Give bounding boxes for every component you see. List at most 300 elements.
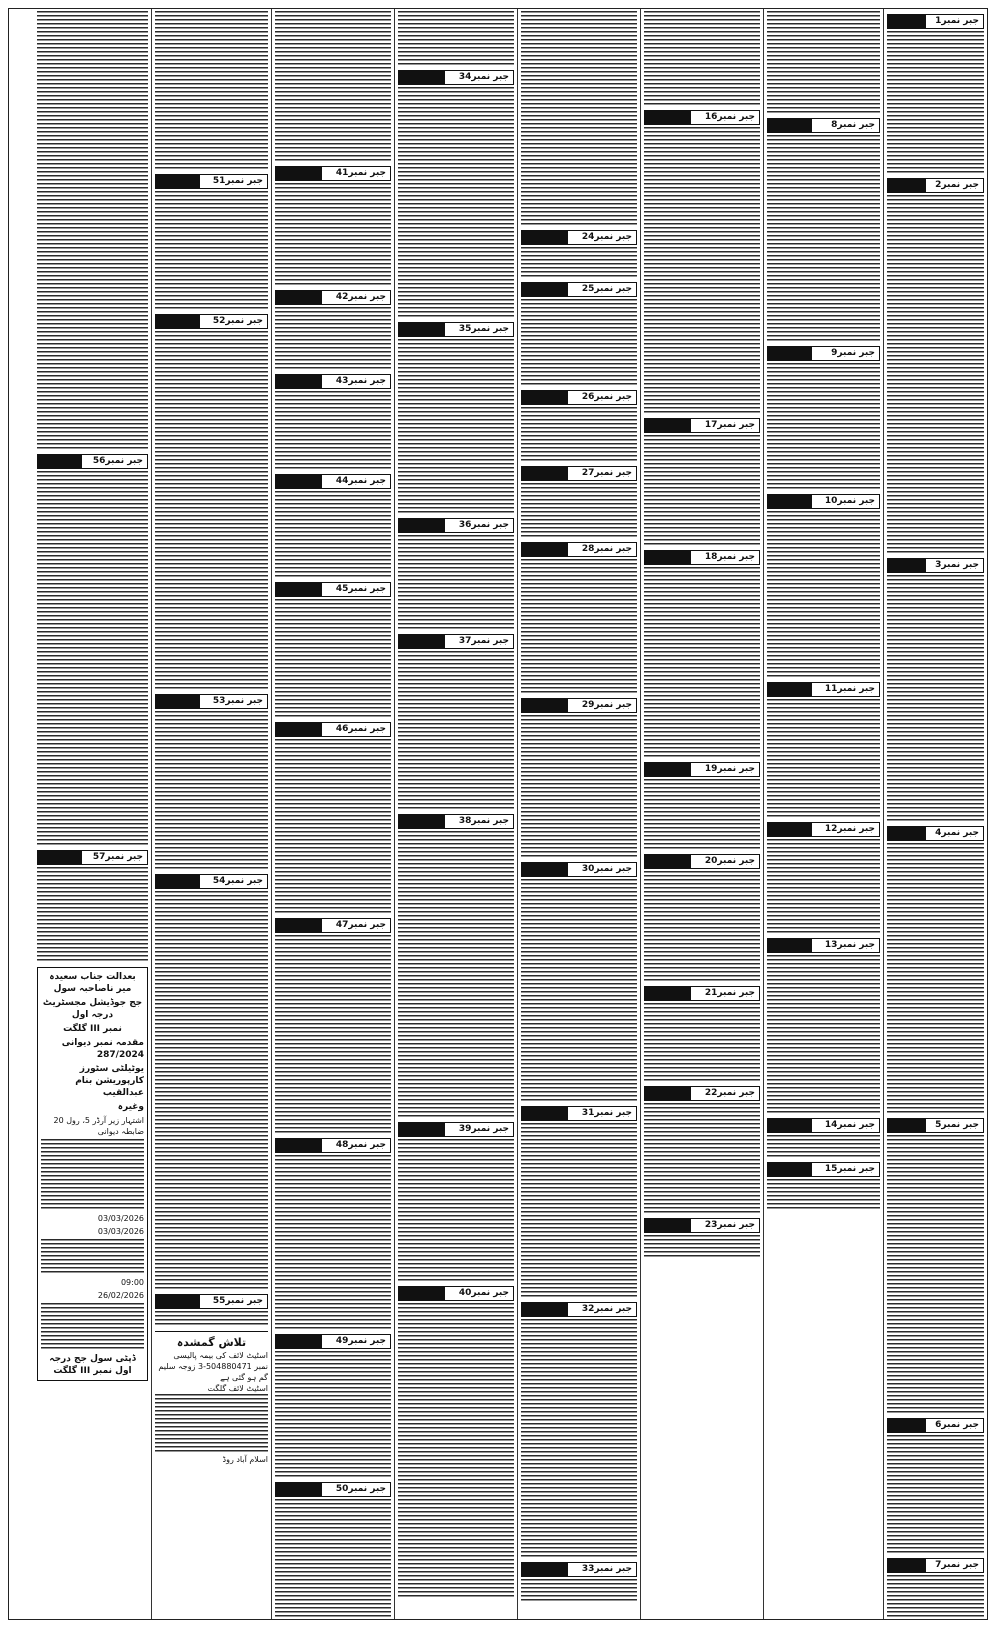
news-item-header: [521, 698, 637, 713]
news-item-text-block: [37, 471, 148, 847]
header-bar: [156, 175, 200, 188]
news-item-text-block: [275, 1351, 391, 1479]
news-item: [275, 579, 391, 719]
news-item-text-block: [767, 363, 880, 491]
news-item-text-block: [275, 1499, 391, 1619]
news-item-text-block: [275, 391, 391, 471]
column-7: [151, 9, 271, 1619]
news-item-text-block: [767, 135, 880, 343]
news-item-header: [398, 1286, 514, 1301]
news-item: [275, 287, 391, 371]
header-bar: [156, 695, 200, 708]
news-item: [398, 1283, 514, 1599]
news-item-header: [521, 466, 637, 481]
news-item-header: [155, 874, 268, 889]
header-bar: [888, 827, 926, 840]
court-notice-heading: جج جوڈیشل مجسٹریٹ درجہ اول: [42, 998, 143, 1020]
news-item: [155, 171, 268, 311]
news-item-text-block: [155, 11, 268, 171]
news-item-header: [521, 542, 637, 557]
news-item-text-block: [521, 11, 637, 227]
news-item-label: جبر نمبر49: [335, 1336, 386, 1346]
header-bar: [645, 855, 691, 868]
news-item-header: [521, 862, 637, 877]
news-item-text-block: [275, 11, 391, 163]
news-item-label: جبر نمبر7: [935, 1560, 979, 1570]
news-item-header: [37, 454, 148, 469]
news-item: [887, 1415, 984, 1555]
news-item-text-block: [767, 511, 880, 679]
news-item: [767, 115, 880, 343]
news-item-label: جبر نمبر27: [581, 468, 632, 478]
news-item-text-block: [398, 1139, 514, 1283]
news-item-text-block: [521, 879, 637, 1103]
news-item-text-block: [767, 955, 880, 1115]
news-item-text-block: [398, 831, 514, 1119]
news-item-label: جبر نمبر19: [704, 764, 755, 774]
header-bar: [768, 347, 812, 360]
news-item-label: جبر نمبر36: [458, 520, 509, 530]
column-4: [517, 9, 640, 1619]
header-bar: [522, 283, 568, 296]
news-item: [767, 491, 880, 679]
news-item-header: [155, 694, 268, 709]
news-item-header: [155, 1294, 268, 1309]
header-bar: [522, 543, 568, 556]
news-item-label: جبر نمبر54: [212, 876, 263, 886]
news-item: [521, 463, 637, 539]
column-2: [763, 9, 883, 1619]
news-item-label: جبر نمبر48: [335, 1140, 386, 1150]
news-item-header: [767, 118, 880, 133]
news-item: [767, 935, 880, 1115]
court-notice-case-number: مقدمہ نمبر دیوانی 287/2024: [61, 1038, 144, 1060]
news-item-header: [155, 314, 268, 329]
news-item-label: جبر نمبر28: [581, 544, 632, 554]
news-item-text-block: [275, 935, 391, 1135]
news-item-text-block: [644, 127, 760, 415]
news-item: [767, 343, 880, 491]
lost-notice-line: اسٹیٹ لائف کی بیمہ پالیسی: [173, 1351, 268, 1360]
header-bar: [399, 71, 445, 84]
news-item-text-block: [155, 331, 268, 691]
court-notice-date: 03/03/2026: [97, 1227, 144, 1236]
header-bar: [399, 1287, 445, 1300]
header-bar: [522, 467, 568, 480]
news-item-text-block: [398, 535, 514, 631]
news-item-label: جبر نمبر53: [212, 696, 263, 706]
news-item-text-block: [398, 651, 514, 811]
news-item-text-block: [644, 1003, 760, 1083]
header-bar: [38, 851, 82, 864]
news-item-header: [521, 1562, 637, 1577]
court-notice-text-block: [41, 1303, 144, 1351]
news-item: [767, 1115, 880, 1159]
header-bar: [645, 763, 691, 776]
header-bar: [276, 583, 322, 596]
court-notice-parties: یوٹیلٹی سٹورز کارپوریشن بنام عبدالقیب: [75, 1064, 144, 1098]
news-item-label: جبر نمبر15: [824, 1164, 875, 1174]
news-item: [155, 691, 268, 871]
news-item-text-block: [887, 1575, 984, 1619]
news-item-label: جبر نمبر9: [831, 348, 875, 358]
news-item-text-block: [398, 87, 514, 319]
header-bar: [768, 1119, 812, 1132]
news-item-header: [887, 826, 984, 841]
news-item-text-block: [887, 31, 984, 175]
news-item-label: جبر نمبر16: [704, 112, 755, 122]
news-item: [398, 631, 514, 811]
news-item-header: [887, 1558, 984, 1573]
header-bar: [645, 111, 691, 124]
news-item-label: جبر نمبر25: [581, 284, 632, 294]
court-notice-text-block: [41, 1239, 144, 1275]
news-item: [275, 371, 391, 471]
news-item-label: جبر نمبر29: [581, 700, 632, 710]
news-item-text-block: [644, 567, 760, 759]
news-item-label: جبر نمبر44: [335, 476, 386, 486]
news-item-text-block: [521, 407, 637, 463]
news-item-label: جبر نمبر37: [458, 636, 509, 646]
news-item: [644, 983, 760, 1083]
news-item-text-block: [521, 1123, 637, 1299]
news-item-text-block: [155, 1311, 268, 1327]
news-item-label: جبر نمبر39: [458, 1124, 509, 1134]
news-item-label: جبر نمبر22: [704, 1088, 755, 1098]
newspaper-page: [8, 8, 988, 1620]
news-item-header: [644, 418, 760, 433]
header-bar: [522, 1563, 568, 1576]
news-item-label: جبر نمبر56: [92, 456, 143, 466]
news-item-text-block: [275, 599, 391, 719]
news-item: [644, 759, 760, 851]
court-notice-date: 03/03/2026: [97, 1214, 144, 1223]
header-bar: [522, 863, 568, 876]
header-bar: [276, 1335, 322, 1348]
news-item: [887, 175, 984, 555]
lost-notice: [155, 1331, 268, 1465]
header-bar: [38, 455, 82, 468]
news-item-label: جبر نمبر18: [704, 552, 755, 562]
news-item-header: [644, 762, 760, 777]
news-item-text-block: [37, 11, 148, 451]
news-item-text-block: [521, 1319, 637, 1559]
news-item: [521, 279, 637, 387]
news-item-label: جبر نمبر20: [704, 856, 755, 866]
court-notice-date: 26/02/2026: [97, 1291, 144, 1300]
news-item-text-block: [767, 699, 880, 819]
news-item-label: جبر نمبر26: [581, 392, 632, 402]
column-1: [883, 9, 987, 1619]
news-item: [521, 695, 637, 859]
news-item-header: [398, 814, 514, 829]
news-item: [37, 847, 148, 963]
news-item-label: جبر نمبر34: [458, 72, 509, 82]
news-item-header: [275, 722, 391, 737]
news-item: [644, 11, 760, 107]
header-bar: [645, 987, 691, 1000]
news-item-text-block: [767, 839, 880, 935]
news-item-header: [644, 1086, 760, 1101]
news-item-header: [644, 110, 760, 125]
news-item-label: جبر نمبر32: [581, 1304, 632, 1314]
header-bar: [888, 1559, 926, 1572]
news-item-text-block: [887, 1135, 984, 1415]
news-item-text-block: [887, 575, 984, 823]
column-5: [394, 9, 517, 1619]
news-item-label: جبر نمبر40: [458, 1288, 509, 1298]
news-item: [521, 539, 637, 695]
news-item: [275, 1479, 391, 1619]
news-item-text-block: [155, 191, 268, 311]
header-bar: [888, 559, 926, 572]
header-bar: [522, 1107, 568, 1120]
news-item-label: جبر نمبر12: [824, 824, 875, 834]
news-item-label: جبر نمبر55: [212, 1296, 263, 1306]
header-bar: [645, 1087, 691, 1100]
header-bar: [768, 939, 812, 952]
news-item: [767, 11, 880, 115]
news-item-text-block: [275, 491, 391, 579]
news-item: [37, 451, 148, 847]
news-item-text-block: [887, 843, 984, 1115]
news-item-header: [644, 854, 760, 869]
news-item: [521, 859, 637, 1103]
news-item-label: جبر نمبر24: [581, 232, 632, 242]
news-item-label: جبر نمبر14: [824, 1120, 875, 1130]
news-item-text-block: [275, 307, 391, 371]
news-item-label: جبر نمبر38: [458, 816, 509, 826]
news-item-text-block: [275, 1155, 391, 1331]
news-item-label: جبر نمبر33: [581, 1564, 632, 1574]
header-bar: [645, 419, 691, 432]
news-item-text-block: [398, 11, 514, 67]
news-item-header: [275, 1482, 391, 1497]
header-bar: [399, 519, 445, 532]
news-item-header: [155, 174, 268, 189]
news-item-label: جبر نمبر2: [935, 180, 979, 190]
header-bar: [399, 323, 445, 336]
news-item-header: [275, 290, 391, 305]
news-item-label: جبر نمبر41: [335, 168, 386, 178]
news-item-text-block: [887, 195, 984, 555]
news-item-header: [275, 918, 391, 933]
header-bar: [768, 823, 812, 836]
news-item-label: جبر نمبر31: [581, 1108, 632, 1118]
news-item-text-block: [155, 711, 268, 871]
news-item-label: جبر نمبر23: [704, 1220, 755, 1230]
header-bar: [768, 683, 812, 696]
news-item: [398, 811, 514, 1119]
news-item-text-block: [644, 435, 760, 547]
header-bar: [156, 315, 200, 328]
lost-notice-line: نمبر 504880471-3 زوجہ سلیم: [158, 1362, 268, 1371]
court-notice: [37, 967, 148, 1381]
news-item: [521, 1299, 637, 1559]
news-item: [155, 11, 268, 171]
news-item: [644, 107, 760, 415]
news-item-label: جبر نمبر6: [935, 1420, 979, 1430]
news-item: [644, 415, 760, 547]
news-item: [275, 11, 391, 163]
news-item-header: [767, 682, 880, 697]
news-item-text-block: [275, 183, 391, 287]
news-item-label: جبر نمبر4: [935, 828, 979, 838]
news-item-header: [275, 166, 391, 181]
news-item-header: [767, 1162, 880, 1177]
news-item: [275, 1135, 391, 1331]
news-item: [398, 67, 514, 319]
news-item: [887, 823, 984, 1115]
news-item: [275, 471, 391, 579]
news-item-header: [887, 558, 984, 573]
news-item-header: [767, 494, 880, 509]
news-item-label: جبر نمبر5: [935, 1120, 979, 1130]
news-item: [887, 1555, 984, 1619]
news-item: [521, 387, 637, 463]
news-item-header: [275, 474, 391, 489]
news-item-label: جبر نمبر46: [335, 724, 386, 734]
news-item-label: جبر نمبر51: [212, 176, 263, 186]
news-item-header: [275, 374, 391, 389]
header-bar: [276, 475, 322, 488]
news-item: [155, 311, 268, 691]
header-bar: [888, 179, 926, 192]
news-item-header: [521, 1302, 637, 1317]
news-item-label: جبر نمبر17: [704, 420, 755, 430]
news-item-text-block: [521, 559, 637, 695]
news-item-text-block: [521, 299, 637, 387]
header-bar: [276, 723, 322, 736]
news-item-text-block: [521, 247, 637, 279]
header-bar: [888, 1119, 926, 1132]
header-bar: [888, 15, 926, 28]
news-item-label: جبر نمبر57: [92, 852, 143, 862]
header-bar: [522, 391, 568, 404]
news-item-header: [275, 1138, 391, 1153]
court-notice-etc: وغیرہ: [117, 1102, 144, 1112]
news-item-label: جبر نمبر52: [212, 316, 263, 326]
news-item-text-block: [644, 1103, 760, 1215]
header-bar: [768, 119, 812, 132]
news-item-text-block: [521, 483, 637, 539]
header-bar: [645, 551, 691, 564]
lost-notice-footer: اسلام آباد روڈ: [222, 1455, 268, 1464]
news-item-header: [767, 938, 880, 953]
column-3: [640, 9, 763, 1619]
header-bar: [768, 495, 812, 508]
header-bar: [522, 231, 568, 244]
news-item: [275, 1331, 391, 1479]
header-bar: [276, 167, 322, 180]
news-item-header: [398, 518, 514, 533]
news-item: [644, 547, 760, 759]
news-item-header: [398, 322, 514, 337]
news-item-header: [887, 1118, 984, 1133]
header-bar: [276, 291, 322, 304]
news-item-header: [887, 1418, 984, 1433]
news-item: [644, 1083, 760, 1215]
news-item-label: جبر نمبر21: [704, 988, 755, 998]
news-item: [644, 1215, 760, 1259]
news-item-label: جبر نمبر43: [335, 376, 386, 386]
news-item: [521, 1103, 637, 1299]
news-item: [521, 11, 637, 227]
news-item-text-block: [521, 715, 637, 859]
news-item: [887, 1115, 984, 1415]
header-bar: [399, 1123, 445, 1136]
header-bar: [522, 699, 568, 712]
news-item: [887, 11, 984, 175]
news-item-label: جبر نمبر45: [335, 584, 386, 594]
news-item-label: جبر نمبر30: [581, 864, 632, 874]
news-item-label: جبر نمبر13: [824, 940, 875, 950]
header-bar: [156, 875, 200, 888]
news-item: [887, 555, 984, 823]
column-6: [271, 9, 394, 1619]
news-item-header: [644, 986, 760, 1001]
news-item: [521, 227, 637, 279]
news-item-header: [521, 230, 637, 245]
news-item-header: [275, 1334, 391, 1349]
news-item-text-block: [398, 339, 514, 515]
news-item: [767, 679, 880, 819]
news-item-header: [398, 70, 514, 85]
news-item-label: جبر نمبر35: [458, 324, 509, 334]
lost-notice-text-block: [155, 1394, 268, 1454]
news-item-label: جبر نمبر47: [335, 920, 386, 930]
news-item-header: [887, 14, 984, 29]
news-item-text-block: [644, 11, 760, 107]
news-item: [767, 819, 880, 935]
header-bar: [276, 375, 322, 388]
header-bar: [768, 1163, 812, 1176]
news-item: [521, 1559, 637, 1603]
news-item-text-block: [37, 867, 148, 963]
news-item: [398, 11, 514, 67]
news-item-header: [644, 550, 760, 565]
news-item-label: جبر نمبر11: [824, 684, 875, 694]
news-item-header: [521, 1106, 637, 1121]
court-notice-text-block: [41, 1139, 144, 1211]
news-item-header: [767, 822, 880, 837]
court-notice-time: 09:00: [120, 1278, 144, 1287]
news-item: [644, 851, 760, 983]
news-item: [398, 319, 514, 515]
header-bar: [645, 1219, 691, 1232]
news-item-text-block: [398, 1303, 514, 1599]
news-item: [275, 163, 391, 287]
court-notice-body: اشتہار زیر آرڈر 5، رول 20 ضابطہ دیوانی: [53, 1116, 144, 1136]
news-item-text-block: [644, 779, 760, 851]
news-item: [275, 719, 391, 915]
news-item-text-block: [644, 1235, 760, 1259]
news-item: [275, 915, 391, 1135]
news-item: [155, 871, 268, 1291]
court-notice-heading: نمبر III گلگت: [63, 1024, 122, 1034]
news-item-text-block: [644, 871, 760, 983]
news-item-label: جبر نمبر42: [335, 292, 386, 302]
news-item-header: [398, 1122, 514, 1137]
news-item-header: [887, 178, 984, 193]
news-item-label: جبر نمبر50: [335, 1484, 386, 1494]
header-bar: [156, 1295, 200, 1308]
header-bar: [276, 919, 322, 932]
news-item-header: [767, 346, 880, 361]
court-notice-footer: ڈپٹی سول جج درجہ اول نمبر III گلگت: [49, 1354, 136, 1376]
news-item-text-block: [767, 1179, 880, 1211]
news-item: [37, 11, 148, 451]
